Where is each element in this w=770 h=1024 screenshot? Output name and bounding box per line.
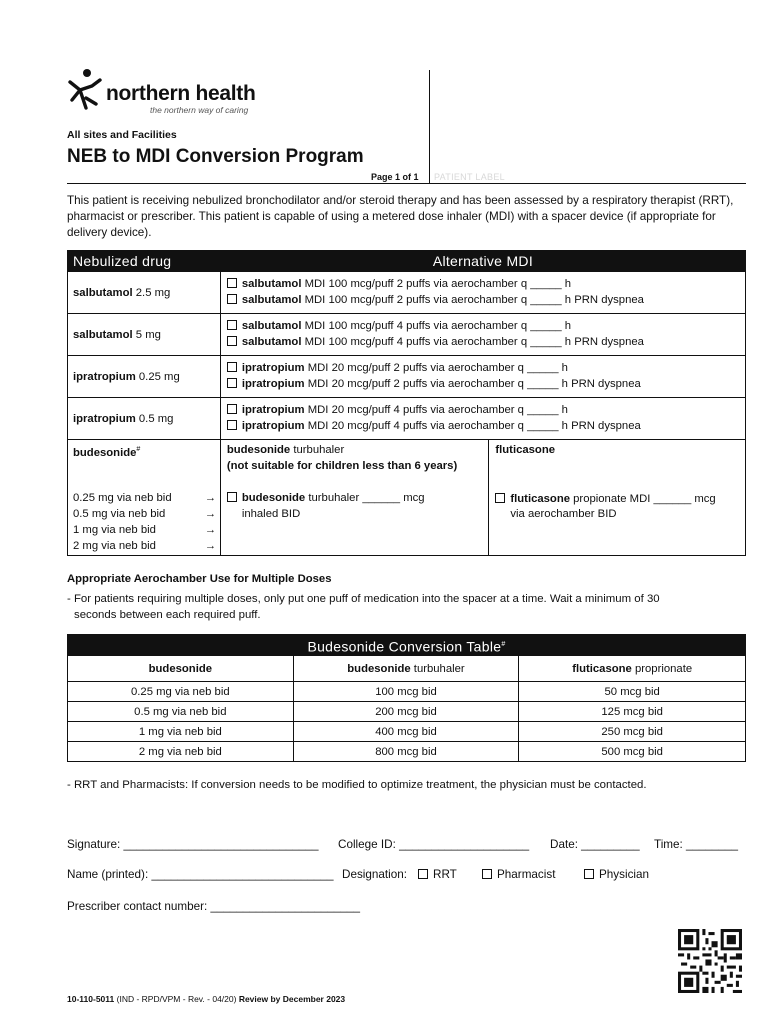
checkbox[interactable] bbox=[584, 869, 594, 879]
mdi-option[interactable]: salbutamol MDI 100 mcg/puff 4 puffs via aerochamber q _____ h bbox=[227, 319, 745, 335]
conversion-table bbox=[67, 250, 746, 556]
aerochamber-line2: seconds between each required puff. bbox=[74, 609, 261, 621]
arrow-icon: → bbox=[204, 540, 216, 552]
budesonide-row: budesonide# 0.25 mg via neb bid → 0.5 mg via neb bid → 1 mg via neb bid → 2 mg via neb bid → budesonide turbuhaler (not suitable for children less than 6 years) budesonide turbuhaler ______ mcg inhaled BID fluticasone fluticasone propionate MDI ______ mcg via aerochamber BID bbox=[68, 440, 746, 556]
table-header-row: budesonide budesonide turbuhaler fluticasone proprionate bbox=[68, 656, 746, 682]
checkbox[interactable] bbox=[227, 294, 237, 304]
arrow-icon: → bbox=[204, 492, 216, 504]
logo bbox=[66, 68, 256, 120]
logo-name: northern health bbox=[106, 82, 256, 105]
fluticasone-option[interactable]: fluticasone propionate MDI ______ mcg bbox=[495, 492, 745, 508]
mdi-option[interactable]: salbutamol MDI 100 mcg/puff 2 puffs via aerochamber q _____ h bbox=[227, 277, 745, 293]
checkbox[interactable] bbox=[227, 420, 237, 430]
arrow-icon: → bbox=[204, 508, 216, 520]
table-row: ipratropium 0.5 mg ipratropium MDI 20 mcg/puff 4 puffs via aerochamber q _____ h ipratropium MDI 20 mcg/puff 4 puffs via aerochamber q _____ h PRN dyspnea bbox=[68, 398, 746, 440]
table-row: salbutamol 2.5 mg salbutamol MDI 100 mcg/puff 2 puffs via aerochamber q _____ h salbutamol MDI 100 mcg/puff 2 puffs via aerochamber q _____ h PRN dyspnea bbox=[68, 272, 746, 314]
checkbox[interactable] bbox=[495, 493, 505, 503]
aerochamber-heading: Appropriate Aerochamber Use for Multiple Doses bbox=[67, 573, 332, 585]
page-title: NEB to MDI Conversion Program bbox=[67, 146, 364, 167]
time-field[interactable]: Time: ________ bbox=[654, 838, 739, 851]
checkbox[interactable] bbox=[227, 404, 237, 414]
checkbox[interactable] bbox=[227, 336, 237, 346]
table-row: 2 mg via neb bid 800 mcg bid 500 mcg bid bbox=[68, 742, 746, 762]
signature-field[interactable]: Signature: ______________________________ bbox=[67, 838, 319, 851]
table-header-row bbox=[68, 251, 746, 272]
budesonide-conversion-table bbox=[67, 634, 746, 762]
header-divider bbox=[429, 70, 430, 183]
table-row: 0.25 mg via neb bid 100 mcg bid 50 mcg bid bbox=[68, 682, 746, 702]
turbuhaler-option[interactable]: budesonide turbuhaler ______ mcg bbox=[227, 491, 489, 507]
checkbox[interactable] bbox=[227, 320, 237, 330]
mdi-option[interactable]: salbutamol MDI 100 mcg/puff 2 puffs via aerochamber q _____ h PRN dyspnea bbox=[227, 293, 745, 309]
mdi-option[interactable]: salbutamol MDI 100 mcg/puff 4 puffs via aerochamber q _____ h PRN dyspnea bbox=[227, 335, 745, 351]
checkbox[interactable] bbox=[227, 278, 237, 288]
form-footer: 10-110-5011 (IND - RPD/VPM - Rev. - 04/20) Review by December 2023 bbox=[67, 994, 346, 1004]
rrt-note: - RRT and Pharmacists: If conversion needs to be modified to optimize treatment, the physician must be contacted. bbox=[67, 779, 647, 791]
table-row: salbutamol 5 mg salbutamol MDI 100 mcg/puff 4 puffs via aerochamber q _____ h salbutamol MDI 100 mcg/puff 4 puffs via aerochamber q _____ h PRN dyspnea bbox=[68, 314, 746, 356]
checkbox[interactable] bbox=[227, 362, 237, 372]
mdi-option[interactable]: ipratropium MDI 20 mcg/puff 4 puffs via aerochamber q _____ h PRN dyspnea bbox=[227, 419, 745, 435]
qr-code-icon bbox=[678, 929, 742, 993]
budesonide-table-title: Budesonide Conversion Table# bbox=[67, 634, 746, 655]
prescriber-contact-field[interactable]: Prescriber contact number: _______________________ bbox=[67, 900, 361, 913]
checkbox[interactable] bbox=[227, 492, 237, 502]
checkbox[interactable] bbox=[482, 869, 492, 879]
patient-label: PATIENT LABEL bbox=[434, 172, 505, 182]
mdi-option[interactable]: ipratropium MDI 20 mcg/puff 2 puffs via aerochamber q _____ h bbox=[227, 361, 745, 377]
designation-rrt[interactable]: RRT bbox=[418, 868, 457, 881]
page-number: Page 1 of 1 bbox=[371, 172, 419, 182]
table-row: 0.5 mg via neb bid 200 mcg bid 125 mcg bid bbox=[68, 702, 746, 722]
col-nebulized-drug: Nebulized drug bbox=[68, 251, 221, 272]
designation-physician[interactable]: Physician bbox=[584, 868, 649, 881]
sites-label: All sites and Facilities bbox=[67, 129, 177, 141]
checkbox[interactable] bbox=[227, 378, 237, 388]
designation-label: Designation: bbox=[342, 868, 407, 881]
table-row: ipratropium 0.25 mg ipratropium MDI 20 mcg/puff 2 puffs via aerochamber q _____ h ipratropium MDI 20 mcg/puff 2 puffs via aerochamber q _____ h PRN dyspnea bbox=[68, 356, 746, 398]
checkbox[interactable] bbox=[418, 869, 428, 879]
col-alternative-mdi: Alternative MDI bbox=[220, 251, 745, 272]
aerochamber-line1: - For patients requiring multiple doses, only put one puff of medication into the spacer at a time. Wait a minimum of 30 bbox=[67, 593, 660, 605]
table-row: 1 mg via neb bid 400 mcg bid 250 mcg bid bbox=[68, 722, 746, 742]
date-field[interactable]: Date: _________ bbox=[550, 838, 640, 851]
mdi-option[interactable]: ipratropium MDI 20 mcg/puff 2 puffs via aerochamber q _____ h PRN dyspnea bbox=[227, 377, 745, 393]
intro-text: This patient is receiving nebulized bronchodilator and/or steroid therapy and has been assessed by a respiratory therapist (RRT), pharmacist or prescriber. This patient is capable of using a metered dose inhaler (MDI) with a spacer device (if appropriate for delivery device). bbox=[67, 194, 734, 239]
logo-tagline: the northern way of caring bbox=[150, 105, 249, 115]
northern-health-logo-icon bbox=[66, 68, 102, 112]
name-printed-field[interactable]: Name (printed): ____________________________ bbox=[67, 868, 334, 881]
arrow-icon: → bbox=[204, 524, 216, 536]
header-rule bbox=[67, 183, 746, 184]
college-id-field[interactable]: College ID: ____________________ bbox=[338, 838, 530, 851]
mdi-option[interactable]: ipratropium MDI 20 mcg/puff 4 puffs via aerochamber q _____ h bbox=[227, 403, 745, 419]
designation-pharmacist[interactable]: Pharmacist bbox=[482, 868, 555, 881]
